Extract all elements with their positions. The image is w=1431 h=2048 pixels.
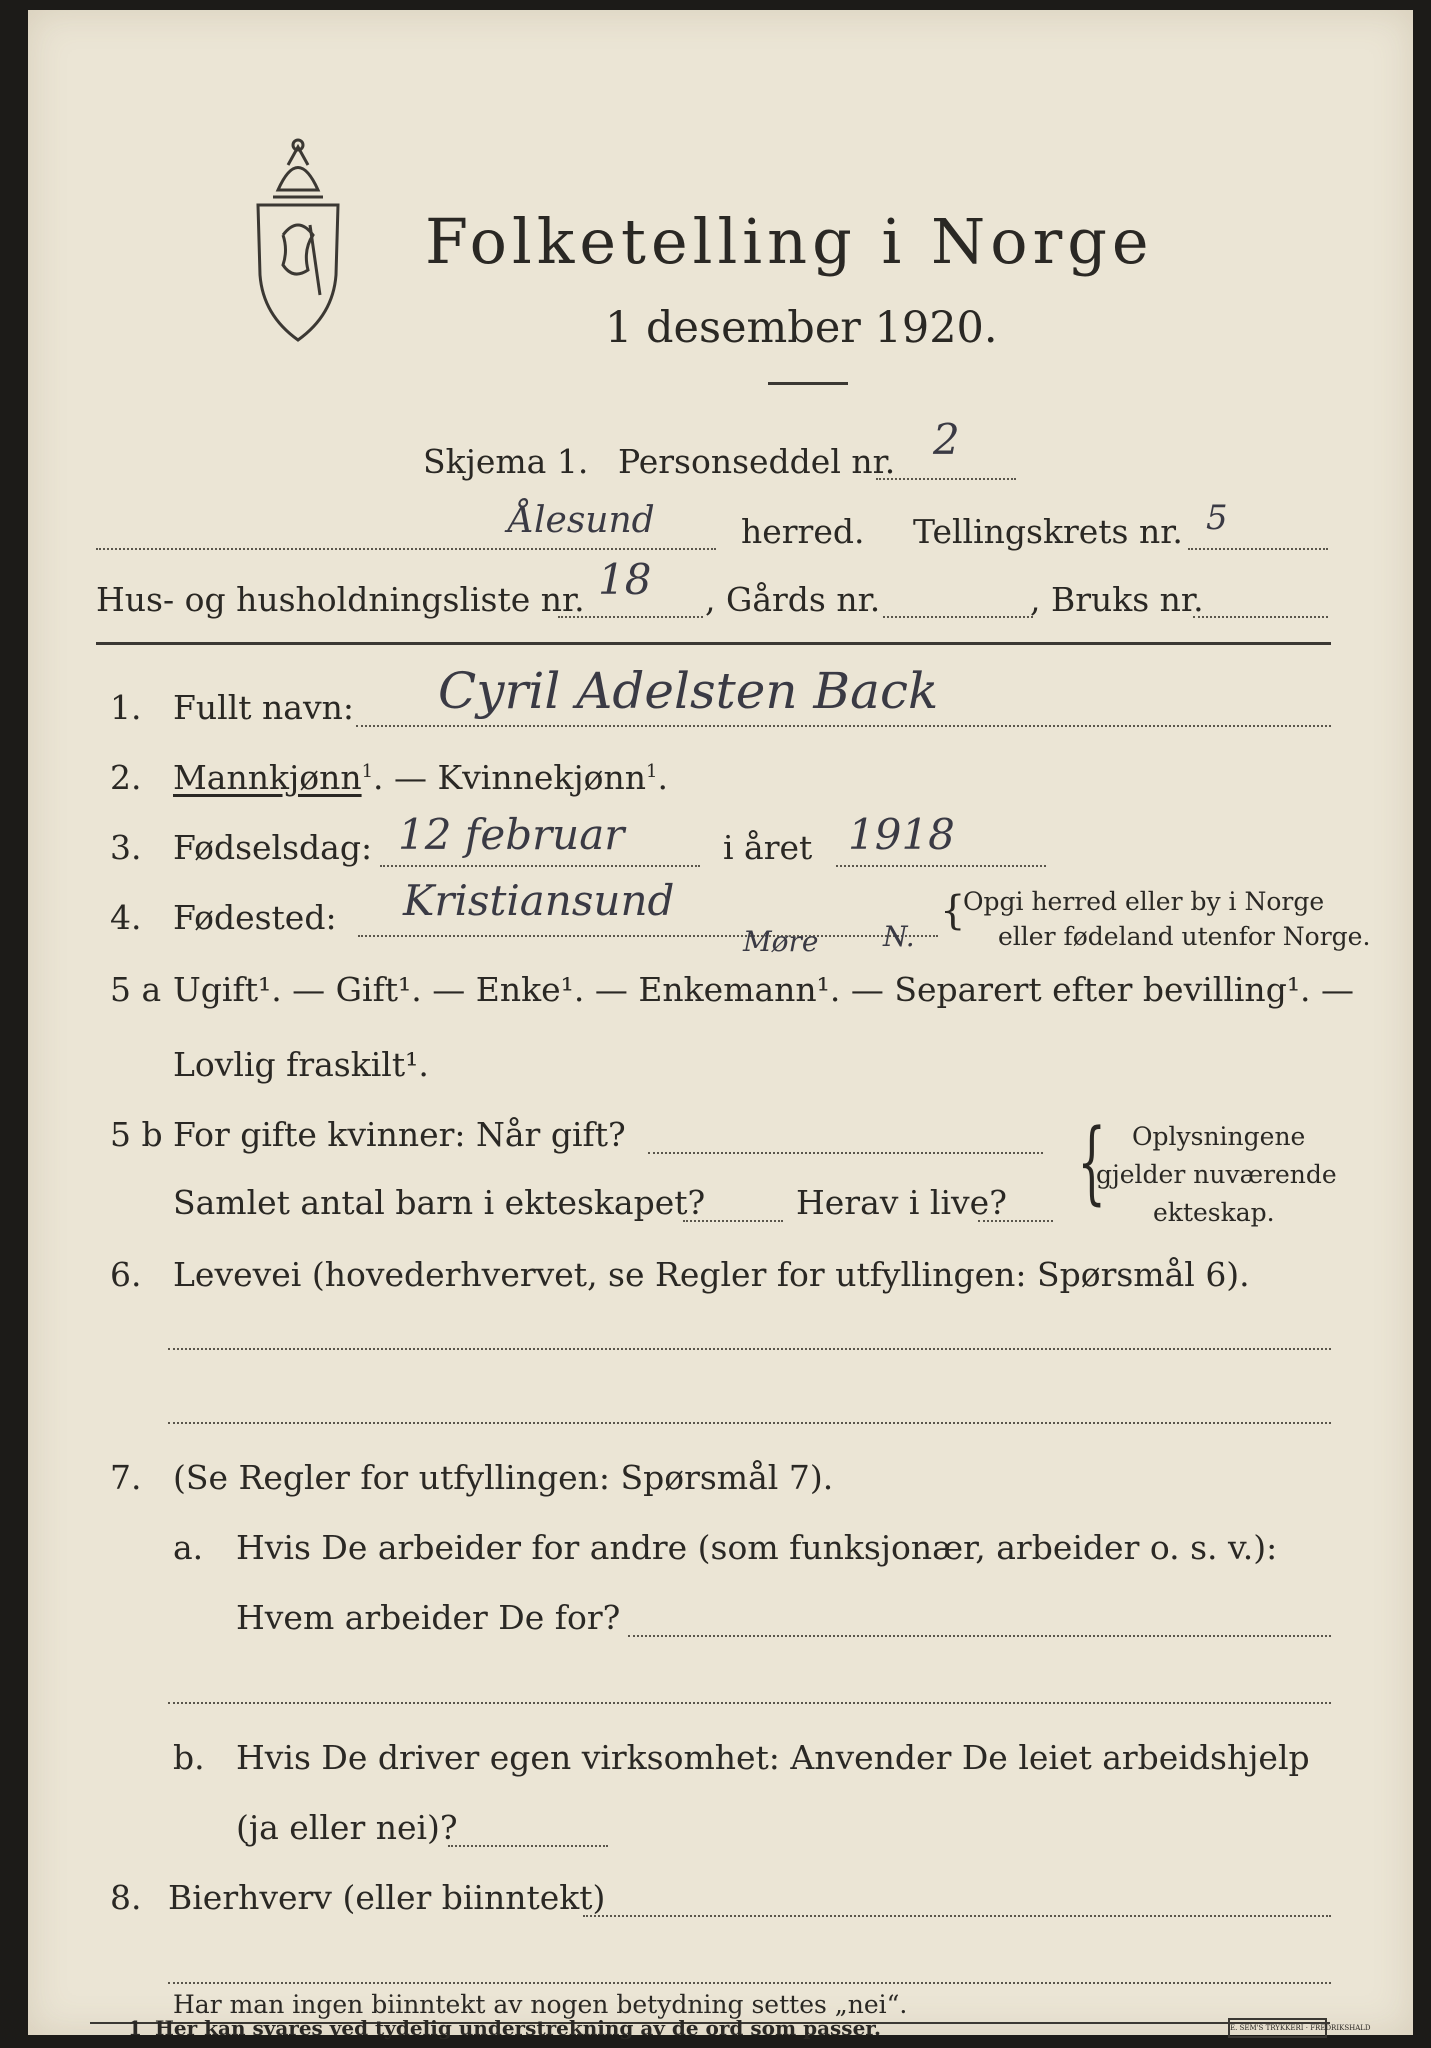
- gender-male-option[interactable]: Mannkjønn: [173, 758, 362, 797]
- q7b-number: b.: [173, 1738, 205, 1777]
- children-total-label: Samlet antal barn i ekteskapet?: [173, 1183, 706, 1222]
- q7-number: 7.: [110, 1458, 142, 1497]
- q5a-number: 5 a: [110, 970, 162, 1009]
- hired-help-field[interactable]: [448, 1845, 608, 1847]
- marital-status-options[interactable]: Ugift¹. — Gift¹. — Enke¹. — Enkemann¹. — Separert efter bevilling¹. —: [173, 970, 1355, 1009]
- tellingskrets-value[interactable]: 5: [1206, 498, 1228, 538]
- bruks-label: , Bruks nr.: [1030, 580, 1204, 619]
- coat-of-arms-icon: [248, 135, 348, 345]
- personseddel-label: Personseddel nr.: [618, 442, 896, 481]
- q4-number: 4.: [110, 898, 142, 937]
- income-note: Har man ingen biinntekt av nogen betydning settes „nei“.: [173, 1990, 908, 2019]
- year-label: i året: [723, 828, 813, 867]
- marriage-note-2: gjelder nuværende: [1096, 1160, 1337, 1189]
- birthplace-note-2: eller fødeland utenfor Norge.: [998, 922, 1371, 951]
- q5b-number: 5 b: [110, 1115, 163, 1154]
- printer-stamp: E. SEM'S TRYKKERI · FREDRIKSHALD: [1228, 2018, 1327, 2038]
- q7a-number: a.: [173, 1528, 204, 1567]
- q7b-line-2: (ja eller nei)?: [236, 1808, 458, 1847]
- q3-number: 3.: [110, 828, 142, 867]
- q1-number: 1.: [110, 688, 142, 727]
- q6-number: 6.: [110, 1255, 142, 1294]
- header-divider: [96, 642, 1331, 645]
- q7-label: (Se Regler for utfyllingen: Spørsmål 7).: [173, 1458, 834, 1497]
- hus-value[interactable]: 18: [598, 555, 652, 604]
- herred-value[interactable]: Ålesund: [508, 500, 655, 541]
- q7b-line-1: Hvis De driver egen virksomhet: Anvender De leiet arbeidshjelp: [236, 1738, 1310, 1777]
- tellingskrets-label: Tellingskrets nr.: [913, 512, 1183, 551]
- q4-label: Fødested:: [173, 898, 337, 937]
- form-title: Folketelling i Norge: [425, 205, 1154, 278]
- marital-status-divorced[interactable]: Lovlig fraskilt¹.: [173, 1045, 429, 1084]
- footnote-text: Her kan svares ved tydelig understrekning av de ord som passer.: [155, 2016, 881, 2040]
- gards-label: , Gårds nr.: [705, 580, 881, 619]
- q7a-line-2: Hvem arbeider De for?: [236, 1598, 621, 1637]
- marriage-note-1: Oplysningene: [1132, 1122, 1306, 1151]
- side-income-field[interactable]: [583, 1915, 1331, 1917]
- full-name-value[interactable]: Cyril Adelsten Back: [438, 662, 939, 720]
- birthplace-suffix-value[interactable]: N.: [883, 920, 915, 953]
- birthplace-value[interactable]: Kristiansund: [403, 876, 675, 925]
- q1-label: Fullt navn:: [173, 688, 354, 727]
- personseddel-value[interactable]: 2: [933, 415, 960, 464]
- children-alive-label: Herav i live?: [796, 1183, 1007, 1222]
- hus-label: Hus- og husholdningsliste nr.: [96, 580, 585, 619]
- gender-line: Mannkjønn$^1$. — Kvinnekjønn$^1$.: [173, 758, 668, 797]
- birth-day-value[interactable]: 12 februar: [398, 810, 625, 859]
- gender-female-option[interactable]: Kvinnekjønn: [437, 758, 647, 797]
- occupation-line-1[interactable]: [168, 1348, 1331, 1350]
- title-divider: [768, 382, 848, 385]
- census-form: Folketelling i Norge 1 desember 1920. Skjema 1. Personseddel nr. 2 Ålesund herred. Tellingskrets nr. 5 Hus- og husholdningsliste nr. 18 , Gårds nr. , Bruks nr. 1. Fullt navn: Cyril Adelsten Back 2. Mannkjønn$^1$. — Kvinnekjønn$^1$. 3. Fødselsdag: 12 februar i året 1918 4. Fødested: Kristiansund Møre N. { Opgi herred eller by i Norge eller fødeland utenfor Norge. 5 a Ugift¹. — Gift¹. — Enke¹. — Enkemann¹. — Separert efter bevilling¹. — Lovlig fraskilt¹. 5 b For gifte kvinner: Når gift? Samlet antal barn i ekteskapet? Herav i live? { Oplysningene gjelder nuværende ekteskap. 6. Levevei (hovederhvervet, se Regler for utfyllingen: Spørsmål 6). 7. (Se Regler for utfyllingen: Spørsmål 7). a. Hvis De arbeider for andre (som funksjonær, arbeider o. s. v.): Hvem arbeider De for? b. Hvis De driver egen virksomhet: Anvender De leiet arbeidshjelp (ja eller nei)? 8. Bierhverv (eller biinntekt) Har man ingen biinntekt av nogen betydning settes „nei“.: [28, 10, 1413, 2035]
- marriage-note-3: ekteskap.: [1153, 1198, 1275, 1227]
- q3-label: Fødselsdag:: [173, 828, 373, 867]
- birthplace-note-1: Opgi herred eller by i Norge: [963, 887, 1325, 916]
- q8-number: 8.: [110, 1878, 142, 1917]
- footnote-number: 1: [128, 2016, 142, 2040]
- skjema-label: Skjema 1.: [423, 442, 589, 481]
- birth-year-value[interactable]: 1918: [848, 810, 955, 859]
- employer-field[interactable]: [628, 1635, 1331, 1637]
- birthplace-region-value[interactable]: Møre: [743, 925, 819, 958]
- form-date: 1 desember 1920.: [605, 303, 998, 353]
- q7a-line-1: Hvis De arbeider for andre (som funksjonær, arbeider o. s. v.):: [236, 1528, 1278, 1567]
- married-women-label: For gifte kvinner: Når gift?: [173, 1115, 626, 1154]
- q8-label: Bierhverv (eller biinntekt): [168, 1878, 606, 1917]
- q2-number: 2.: [110, 758, 142, 797]
- herred-label: herred.: [741, 512, 865, 551]
- q6-label: Levevei (hovederhvervet, se Regler for utfyllingen: Spørsmål 6).: [173, 1255, 1250, 1294]
- occupation-line-2[interactable]: [168, 1422, 1331, 1424]
